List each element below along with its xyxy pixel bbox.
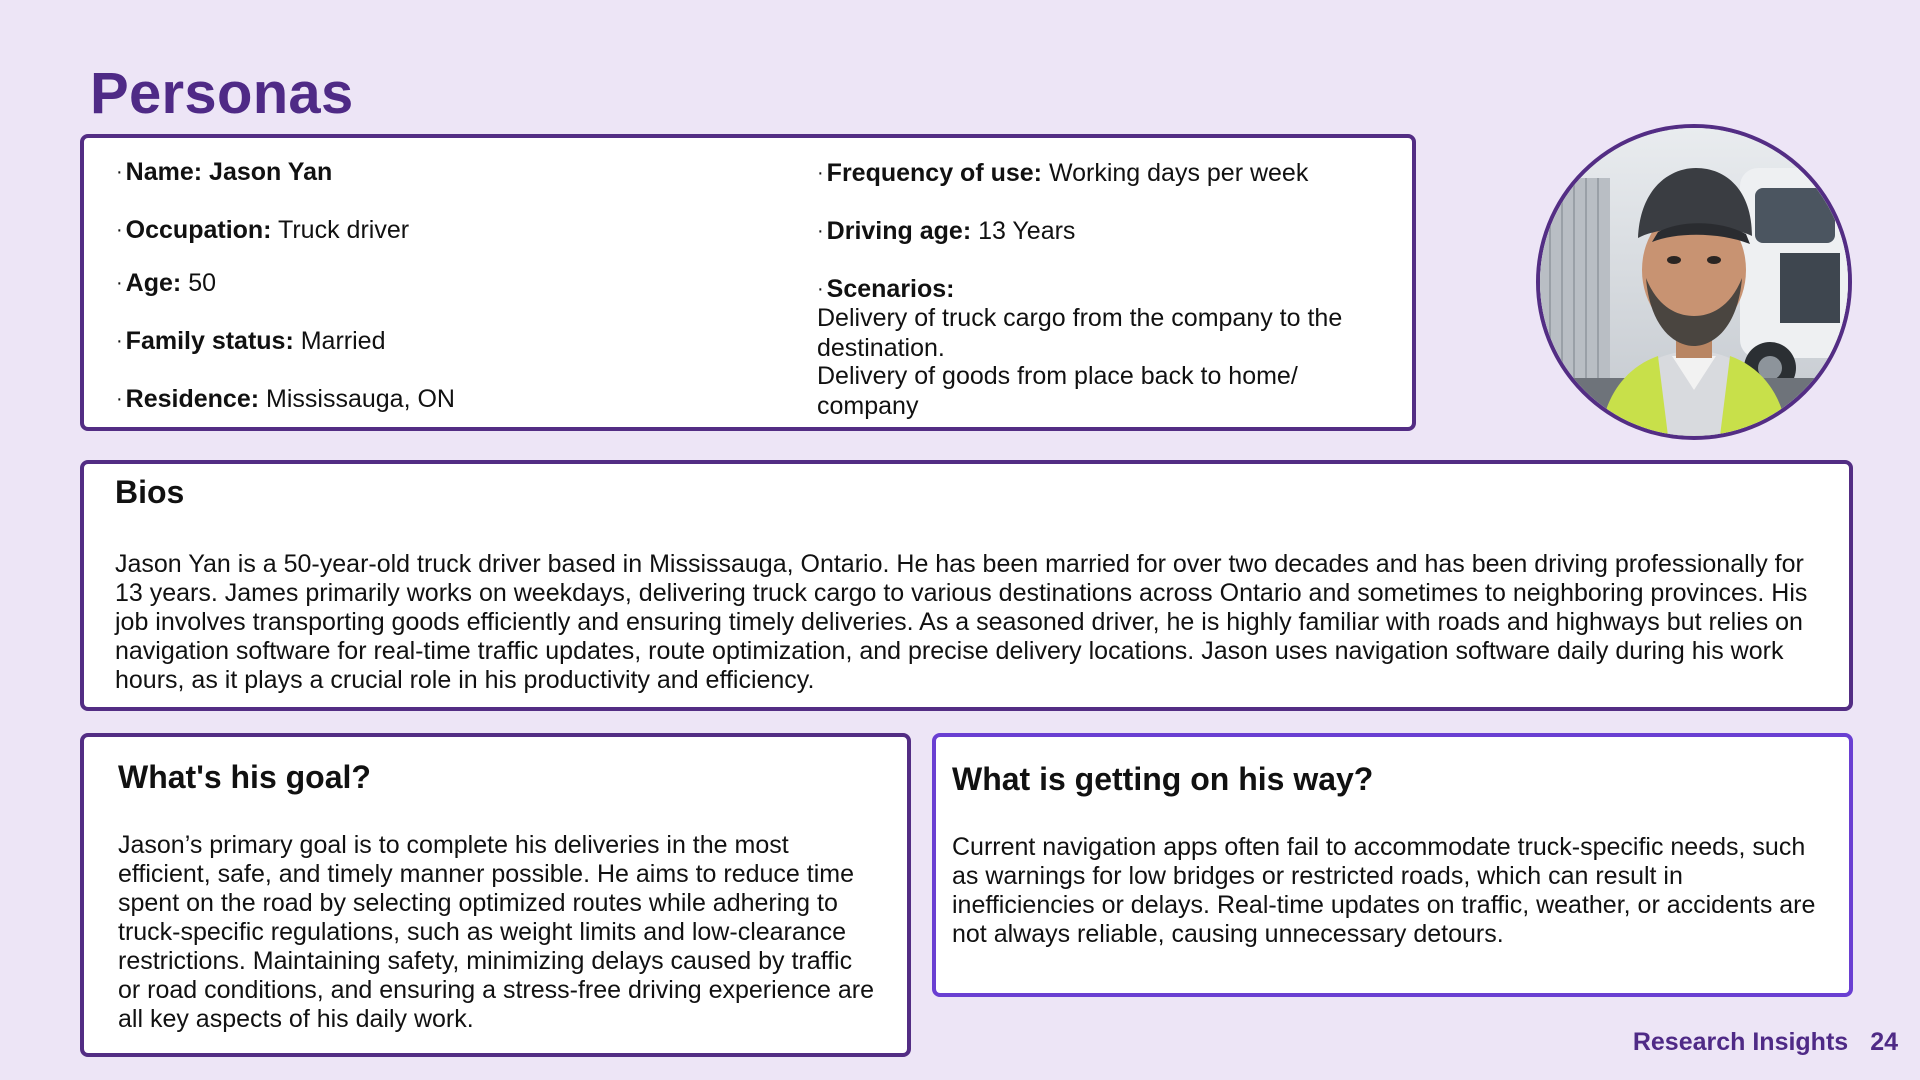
occupation-label: Occupation:	[125, 216, 272, 244]
frequency-value: Working days per week	[1048, 159, 1309, 187]
scenario-2: Delivery of goods from place back to home/ company	[817, 362, 1298, 420]
bios-card	[80, 460, 1853, 711]
goal-card	[80, 733, 911, 1057]
goal-text: Jason’s primary goal is to complete his deliveries in the most efficient, safe, and timely manner possible. He aims to reduce time spent on the road by selecting optimized routes while adhering to truck-specific regulations, such as weight limits and low-clearance restrictions. Maintaining safety, minimizing delays caused by traffic or road conditions, and ensuring a stress-free driving experience are all key aspects of his daily work.	[118, 831, 874, 1033]
name-label: Name: Jason Yan	[125, 158, 333, 186]
obstacles-card	[932, 733, 1853, 997]
occupation-value: Truck driver	[278, 216, 410, 244]
name-item: · Name: Jason Yan	[116, 158, 333, 186]
family-status-item: · Family status: Married	[116, 327, 386, 355]
scenarios-item: · Scenarios:	[817, 275, 955, 303]
family-status-label: Family status:	[125, 327, 294, 355]
persona-avatar	[1536, 124, 1852, 440]
bios-heading: Bios	[115, 474, 185, 510]
obstacles-heading: What is getting on his way?	[952, 761, 1374, 797]
age-label: Age:	[125, 269, 182, 297]
obstacles-text: Current navigation apps often fail to accommodate truck-specific needs, such as warnings for low bridges or restricted roads, which can result in inefficiencies or delays. Real-time updates on traffic, weather, or accidents are not always reliable, causing unnecessary detours.	[952, 833, 1816, 948]
scenarios-label: Scenarios:	[826, 275, 955, 303]
residence-item: · Residence: Mississauga, ON	[116, 385, 455, 413]
footer	[1633, 1026, 1898, 1058]
driving-age-value: 13 Years	[978, 217, 1076, 245]
page-title: Personas	[90, 61, 354, 126]
page-number: 24	[1870, 1028, 1898, 1056]
occupation-item: · Occupation: Truck driver	[116, 216, 410, 244]
footer-section-label: Research Insights	[1632, 1028, 1849, 1056]
driving-age-item: · Driving age: 13 Years	[817, 217, 1076, 245]
bios-text: Jason Yan is a 50-year-old truck driver based in Mississauga, Ontario. He has been married for over two decades and has been driving professionally for 13 years. James primarily works on weekdays, delivering truck cargo to various destinations across Ontario and sometimes to neighboring provinces. His job involves transporting goods efficiently and ensuring timely deliveries. As a seasoned driver, he is highly familiar with roads and highways but relies on navigation software for real-time traffic updates, route optimization, and precise delivery locations. Jason uses navigation software daily during his work hours, as it plays a crucial role in his productivity and efficiency.	[115, 550, 1808, 694]
residence-label: Residence:	[125, 385, 260, 413]
age-item: · Age: 50	[116, 269, 216, 297]
frequency-label: Frequency of use:	[826, 159, 1042, 187]
driving-age-label: Driving age:	[826, 217, 972, 245]
age-value: 50	[188, 269, 216, 297]
persona-info-card	[80, 134, 1416, 431]
family-status-value: Married	[300, 327, 386, 355]
frequency-item: · Frequency of use: Working days per week	[817, 159, 1309, 187]
residence-value: Mississauga, ON	[266, 385, 455, 413]
goal-heading: What's his goal?	[118, 759, 371, 795]
scenario-1: Delivery of truck cargo from the company to the destination.	[817, 304, 1343, 362]
persona-portrait-image	[1540, 128, 1848, 436]
